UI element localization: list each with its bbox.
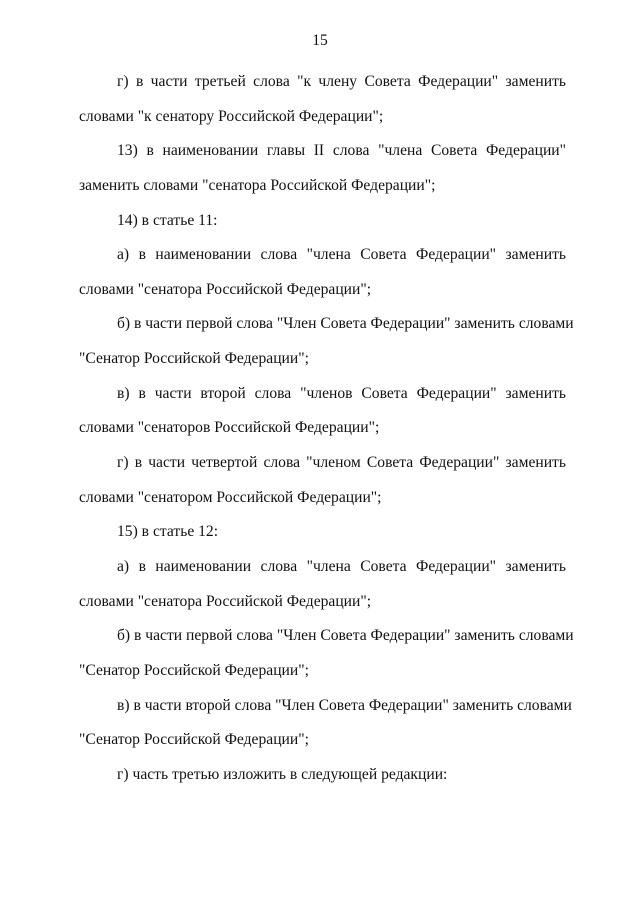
text-line: "Сенатор Российской Федерации"; (79, 661, 309, 679)
text-line: а) в наименовании слова "члена Совета Федерации" заменить (117, 246, 566, 264)
text-line: б) в части первой слова "Член Совета Федерации" заменить словами (117, 315, 574, 333)
text-line: б) в части первой слова "Член Совета Федерации" заменить словами (117, 627, 574, 645)
text-line: "Сенатор Российской Федерации"; (79, 731, 309, 749)
text-line: заменить словами "сенатора Российской Федерации"; (79, 176, 436, 194)
document-body (79, 65, 574, 792)
text-line: в) в части второй слова "членов Совета Федерации" заменить (117, 384, 566, 402)
text-line: г) в части четвертой слова "членом Совета Федерации" заменить (117, 454, 566, 472)
text-line: 13) в наименовании главы II слова "члена Совета Федерации" (117, 142, 566, 160)
text-line: в) в части второй слова "Член Совета Федерации" заменить словами (117, 696, 572, 714)
page-number: 15 (312, 32, 328, 49)
text-line: 14) в статье 11: (117, 211, 218, 229)
text-line: словами "сенатора Российской Федерации"; (79, 280, 372, 298)
text-line: словами "сенатором Российской Федерации"; (79, 488, 382, 506)
text-line: 15) в статье 12: (117, 523, 219, 541)
text-line: "Сенатор Российской Федерации"; (79, 350, 309, 368)
text-line: словами "сенатора Российской Федерации"; (79, 592, 372, 610)
text-line: словами "сенаторов Российской Федерации"; (79, 419, 380, 437)
text-line: а) в наименовании слова "члена Совета Федерации" заменить (117, 557, 566, 575)
text-line: г) часть третью изложить в следующей редакции: (117, 765, 448, 783)
text-line: словами "к сенатору Российской Федерации"; (79, 107, 384, 125)
text-line: г) в части третьей слова "к члену Совета Федерации" заменить (117, 73, 566, 90)
